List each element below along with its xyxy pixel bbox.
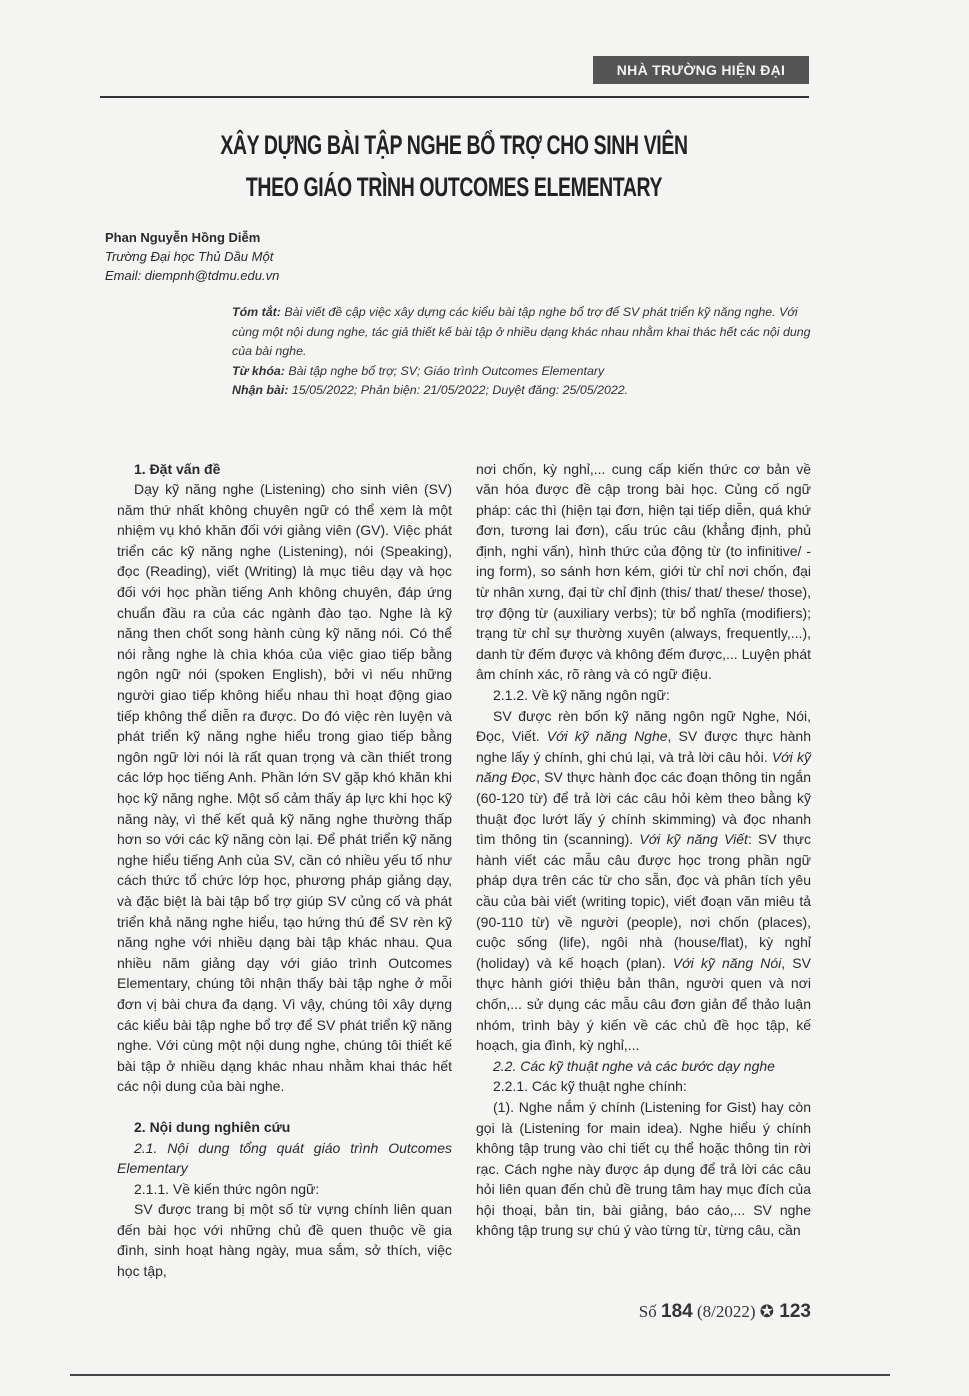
paragraph: Dạy kỹ năng nghe (Listening) cho sinh viên (SV) năm thứ nhất không chuyên ngữ có thể xem là một nhiệm vụ khó khăn đối với giảng viên (GV). Việc phát triển các kỹ năng nghe (Listening), nói (Speaking), đọc (Reading), viết (Writing) là mục tiêu dạy và học đối với học phần tiếng Anh không chuyên, đáp ứng chuẩn đầu ra của các ngành đào tạo. Nghe là kỹ năng then chốt song hành cùng kỹ năng nói. Có thể nói rằng nghe là chìa khóa của việc giao tiếp bằng ngôn ngữ nói (spoken English), bởi vì nếu những người giao tiếp không hiểu nhau thì hoạt động giao tiếp không thể diễn ra được. Do đó việc rèn luyện và phát triển kỹ năng nghe hiểu trong giao tiếp bằng ngôn ngữ lời nói là rất quan trọng và cần thiết trong các lớp học tiếng Anh. Phần lớn SV gặp khó khăn khi học kỹ năng nghe. Một số cảm thấy áp lực khi học kỹ năng này, vì thế kết quả kỹ năng nghe thường thấp hơn so với các kỹ năng còn lại. Để phát triển kỹ năng nghe hiểu tiếng Anh của SV, cần có nhiều yếu tố như cách thức tổ chức lớp học, phương pháp giảng dạy, và đặc biệt là bài tập bổ trợ giúp SV củng cố và phát triển khả năng nghe hiểu, tạo hứng thú để SV rèn kỹ năng nghe với nhiều dạng bài tập khác nhau. Qua nhiều năm giảng dạy với giáo trình Outcomes Elementary, chúng tôi nhận thấy bài tập nghe ở mỗi đơn vị bài chưa đa dạng. Vì vậy, chúng tôi xây dựng các kiểu bài tập nghe bổ trợ để SV phát triển kỹ năng nghe. Với cùng một nội dung nghe, chúng tôi thiết kế bài tập ở nhiều dạng khác nhau nhằm khai thác hết các nội dung của bài nghe. [117,481,452,1095]
issue-number: 184 [661,1300,693,1322]
bullet-icon: ✪ [759,1301,775,1321]
paragraph: SV được trang bị một số từ vựng chính liên quan đến bài học với những chủ đề quen thuộc về gia đình, sinh hoạt hàng ngày, mua sắm, sở thích, việc học tập, [117,1201,452,1280]
keywords [232,362,812,382]
italic-run: Với kỹ năng Nói [672,954,782,971]
text-run: : SV thực hành viết các mẫu câu được học trong phần ngữ pháp dựa trên các từ cho sẵn, đọc và phân tích yêu cầu của bài viết (writing topic), viết đoạn văn miêu tả (90-110 từ) về người (people), nơi chốn (places), cuộc sống (life), ngôi nhà (house/flat), kỳ nghỉ (holiday) và kế hoạch (plan). [476,831,811,971]
spacer [117,1097,452,1117]
author-affiliation: Trường Đại học Thủ Dầu Một [105,249,274,264]
title-line-1: XÂY DỰNG BÀI TẬP NGHE BỔ TRỢ CHO SINH VIÊN [220,130,688,160]
subheading-2-2-1: 2.2.1. Các kỹ thuật nghe chính: [493,1078,687,1095]
author-name: Phan Nguyễn Hồng Diễm [105,230,261,245]
issue-date: (8/2022) [692,1301,760,1321]
keywords-text: Bài tập nghe bổ trợ; SV; Giáo trình Outcomes Elementary [284,363,605,378]
paragraph: nơi chốn, kỳ nghỉ,... cung cấp kiến thức cơ bản về văn hóa được đề cập trong bài học. Củng cố ngữ pháp: các thì (hiện tại đơn, hiện tại tiếp diễn, quá khứ đơn, tương lai đơn), cấu trúc câu (khẳng định, phủ định, nghi vấn), hình thức của động từ (to infinitive/ - ing form), so sánh hơn kém, giới từ chỉ nơi chốn, đại từ nhân xưng, đại từ chỉ định (this/ that/ these/ those), trợ động từ (auxiliary verbs); từ bổ nghĩa (modifiers); trạng từ chỉ sự thường xuyên (always, frequently,...), danh từ đếm được và không đếm được,... Luyện phát âm chính xác, rõ ràng và có ngữ điệu. [476,460,811,683]
header-rule [100,56,809,98]
article-title [100,124,808,208]
keywords-label: Từ khóa: [232,363,285,378]
dates-text: 15/05/2022; Phản biện: 21/05/2022; Duyệt đăng: 25/05/2022. [288,383,629,397]
body-columns [117,459,969,1282]
summary [232,303,812,362]
title-line-2: THEO GIÁO TRÌNH OUTCOMES ELEMENTARY [245,172,663,202]
dates-label: Nhận bài: [232,383,289,397]
page-number: 123 [774,1300,811,1322]
paragraph [476,706,811,1056]
abstract [232,303,812,401]
subheading-2-1-2: 2.1.2. Về kỹ năng ngôn ngữ: [493,687,670,704]
summary-label: Tóm tắt: [232,305,281,319]
text-run: , SV được thực hành nghe lấy ý chính, ghi chú lại, và trả lời câu hỏi. [476,728,812,765]
text-run: SV được rèn bốn kỹ năng ngôn ngữ Nghe, Nói, Đọc, Viết. [476,707,811,745]
italic-run: Với kỹ năng Nghe [546,728,668,745]
text-run: , SV thực hành giới thiệu bản thân, người quen và nơi chốn,... sử dụng các mẫu câu đơn giản để thảo luận nhóm, trình bày ý kiến về các chủ đề học tập, kế hoạch, gia đình, kỳ nghỉ,... [476,954,811,1054]
page-footer [0,1300,811,1324]
left-column [117,459,452,1282]
italic-run: Với kỹ năng Đọc [476,748,811,786]
dates [232,381,812,401]
author-email: Email: diempnh@tdmu.edu.vn [105,268,280,283]
subheading-2-1-1: 2.1.1. Về kiến thức ngôn ngữ: [134,1180,320,1197]
text-run: , SV thực hành đọc các đoạn thông tin ngắn (60-120 từ) để trả lời các câu hỏi kèm theo bằng kỹ thuật đọc lướt lấy ý chính skimming) và đọc nhanh tìm thông tin (scanning). [476,769,812,848]
italic-run: Với kỹ năng Viết [639,831,748,848]
subheading-2-1: 2.1. Nội dung tổng quát giáo trình Outcomes Elementary [117,1139,452,1177]
issue-prefix: Số [638,1301,662,1321]
heading-1: 1. Đặt vấn đề [134,460,221,477]
right-column [476,459,811,1242]
author-block [105,228,969,285]
paragraph: (1). Nghe nắm ý chính (Listening for Gist) hay còn gọi là (Listening for main idea). Nghe hiểu ý chính không tập trung vào chi tiết cụ thể hoặc thông tin rời rạc. Cách nghe này được áp dụng để trả lời các câu hỏi liên quan đến chủ đề trung tâm hay mục đích của hội thoại, bản tin, bài giảng, báo cáo,... SV nghe không tập trung sự chú ý vào từng từ, từng câu, cần [476,1098,811,1239]
footer-rule [70,1374,890,1376]
subheading-2-2: 2.2. Các kỹ thuật nghe và các bước dạy nghe [493,1057,775,1074]
heading-2: 2. Nội dung nghiên cứu [134,1118,291,1135]
section-tag: NHÀ TRƯỜNG HIỆN ĐẠI [593,56,809,84]
summary-text: Bài viết đề cập việc xây dựng các kiểu bài tập nghe bổ trợ để SV phát triển kỹ năng nghe. Với cùng một nội dung nghe, tác giả thiết kế bài tập ở nhiều dạng khác nhau nhằm khai thác hết các nội dung của bài nghe. [232,305,811,358]
